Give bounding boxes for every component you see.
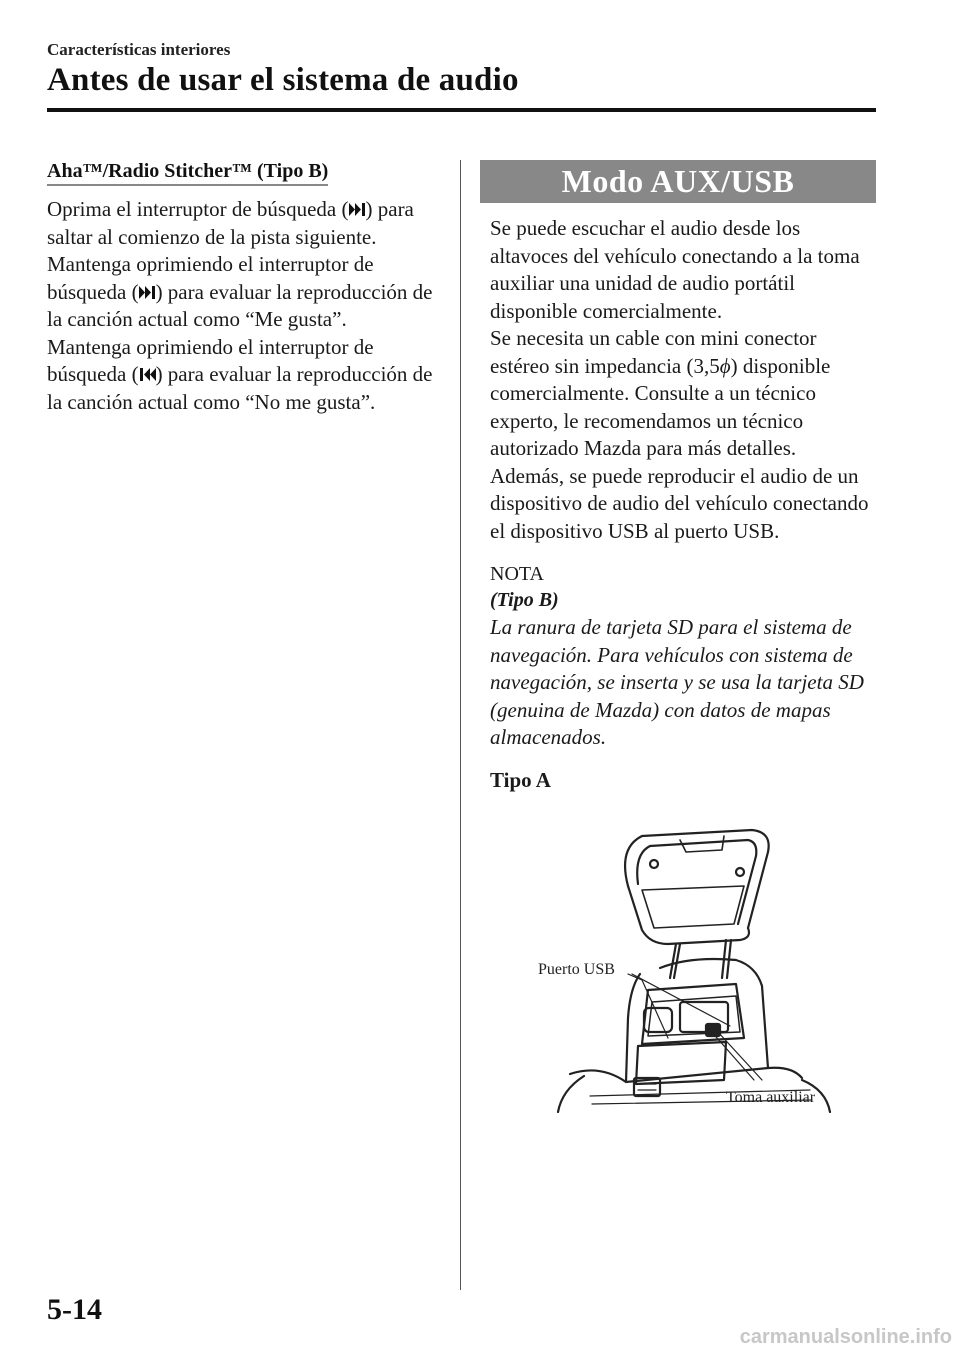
- paragraph-usb: Además, se puede reproducir el audio de un dispositivo de audio del vehículo conectando el dispositivo USB al puerto USB.: [490, 463, 869, 543]
- left-column: [47, 160, 442, 416]
- console-illustration: [530, 828, 850, 1113]
- seek-forward-icon: [349, 202, 366, 217]
- paragraph-text: Mantenga oprimiendo el interruptor de búsqueda (: [47, 252, 374, 304]
- paragraph-like: [47, 251, 442, 334]
- paragraph-text: Mantenga oprimiendo el interruptor de búsqueda (: [47, 334, 374, 386]
- paragraph-text: ) para evaluar la reproducción de la canción actual como “Me gusta”.: [47, 279, 433, 331]
- note-label: NOTA: [490, 563, 544, 585]
- note-text: La ranura de tarjeta SD para el sistema de navegación. Para vehículos con sistema de navegación, se inserta y se usa la tarjeta SD (genuina de Mazda) con datos de mapas almacenados.: [490, 615, 864, 749]
- paragraph-seek-next: [47, 196, 442, 251]
- section-banner: Modo AUX/USB: [480, 160, 876, 203]
- paragraph-cable: [490, 325, 876, 463]
- right-column: [480, 160, 876, 793]
- title-rule: [47, 108, 876, 112]
- seek-forward-icon: [139, 285, 156, 300]
- usb-port-label: Puerto USB: [538, 961, 615, 978]
- paragraph-text: Se necesita un cable con mini conector estéreo sin impedancia (3,5: [490, 326, 817, 378]
- page-title: Antes de usar el sistema de audio: [47, 62, 519, 98]
- paragraph-dislike: [47, 334, 442, 417]
- subsection-heading: Aha™/Radio Stitcher™ (Tipo B): [47, 160, 328, 186]
- section-label: Características interiores: [47, 40, 231, 59]
- aux-jack-label: Toma auxiliar: [726, 1089, 816, 1106]
- note-subtitle: (Tipo B): [490, 589, 559, 611]
- seek-backward-icon: [139, 367, 156, 382]
- type-label: Tipo A: [490, 767, 551, 792]
- column-divider: [460, 160, 461, 1290]
- paragraph-text: ) para evaluar la reproducción de la canción actual como “No me gusta”.: [47, 362, 433, 414]
- paragraph-text: Oprima el interruptor de búsqueda (: [47, 197, 349, 221]
- paragraph-aux: Se puede escuchar el audio desde los altavoces del vehículo conectando a la toma auxiliar una unidad de audio portátil disponible comercialmente.: [490, 216, 860, 323]
- diameter-symbol: ϕ: [719, 353, 731, 378]
- paragraph-text: ) para saltar al comienzo de la pista siguiente.: [47, 197, 414, 249]
- page-number: 5-14: [47, 1293, 102, 1326]
- paragraph-text: ) disponible comercialmente. Consulte a un técnico experto, le recomendamos un técnico autorizado Mazda para más detalles.: [490, 353, 831, 460]
- watermark: carmanualsonline.info: [739, 1326, 952, 1348]
